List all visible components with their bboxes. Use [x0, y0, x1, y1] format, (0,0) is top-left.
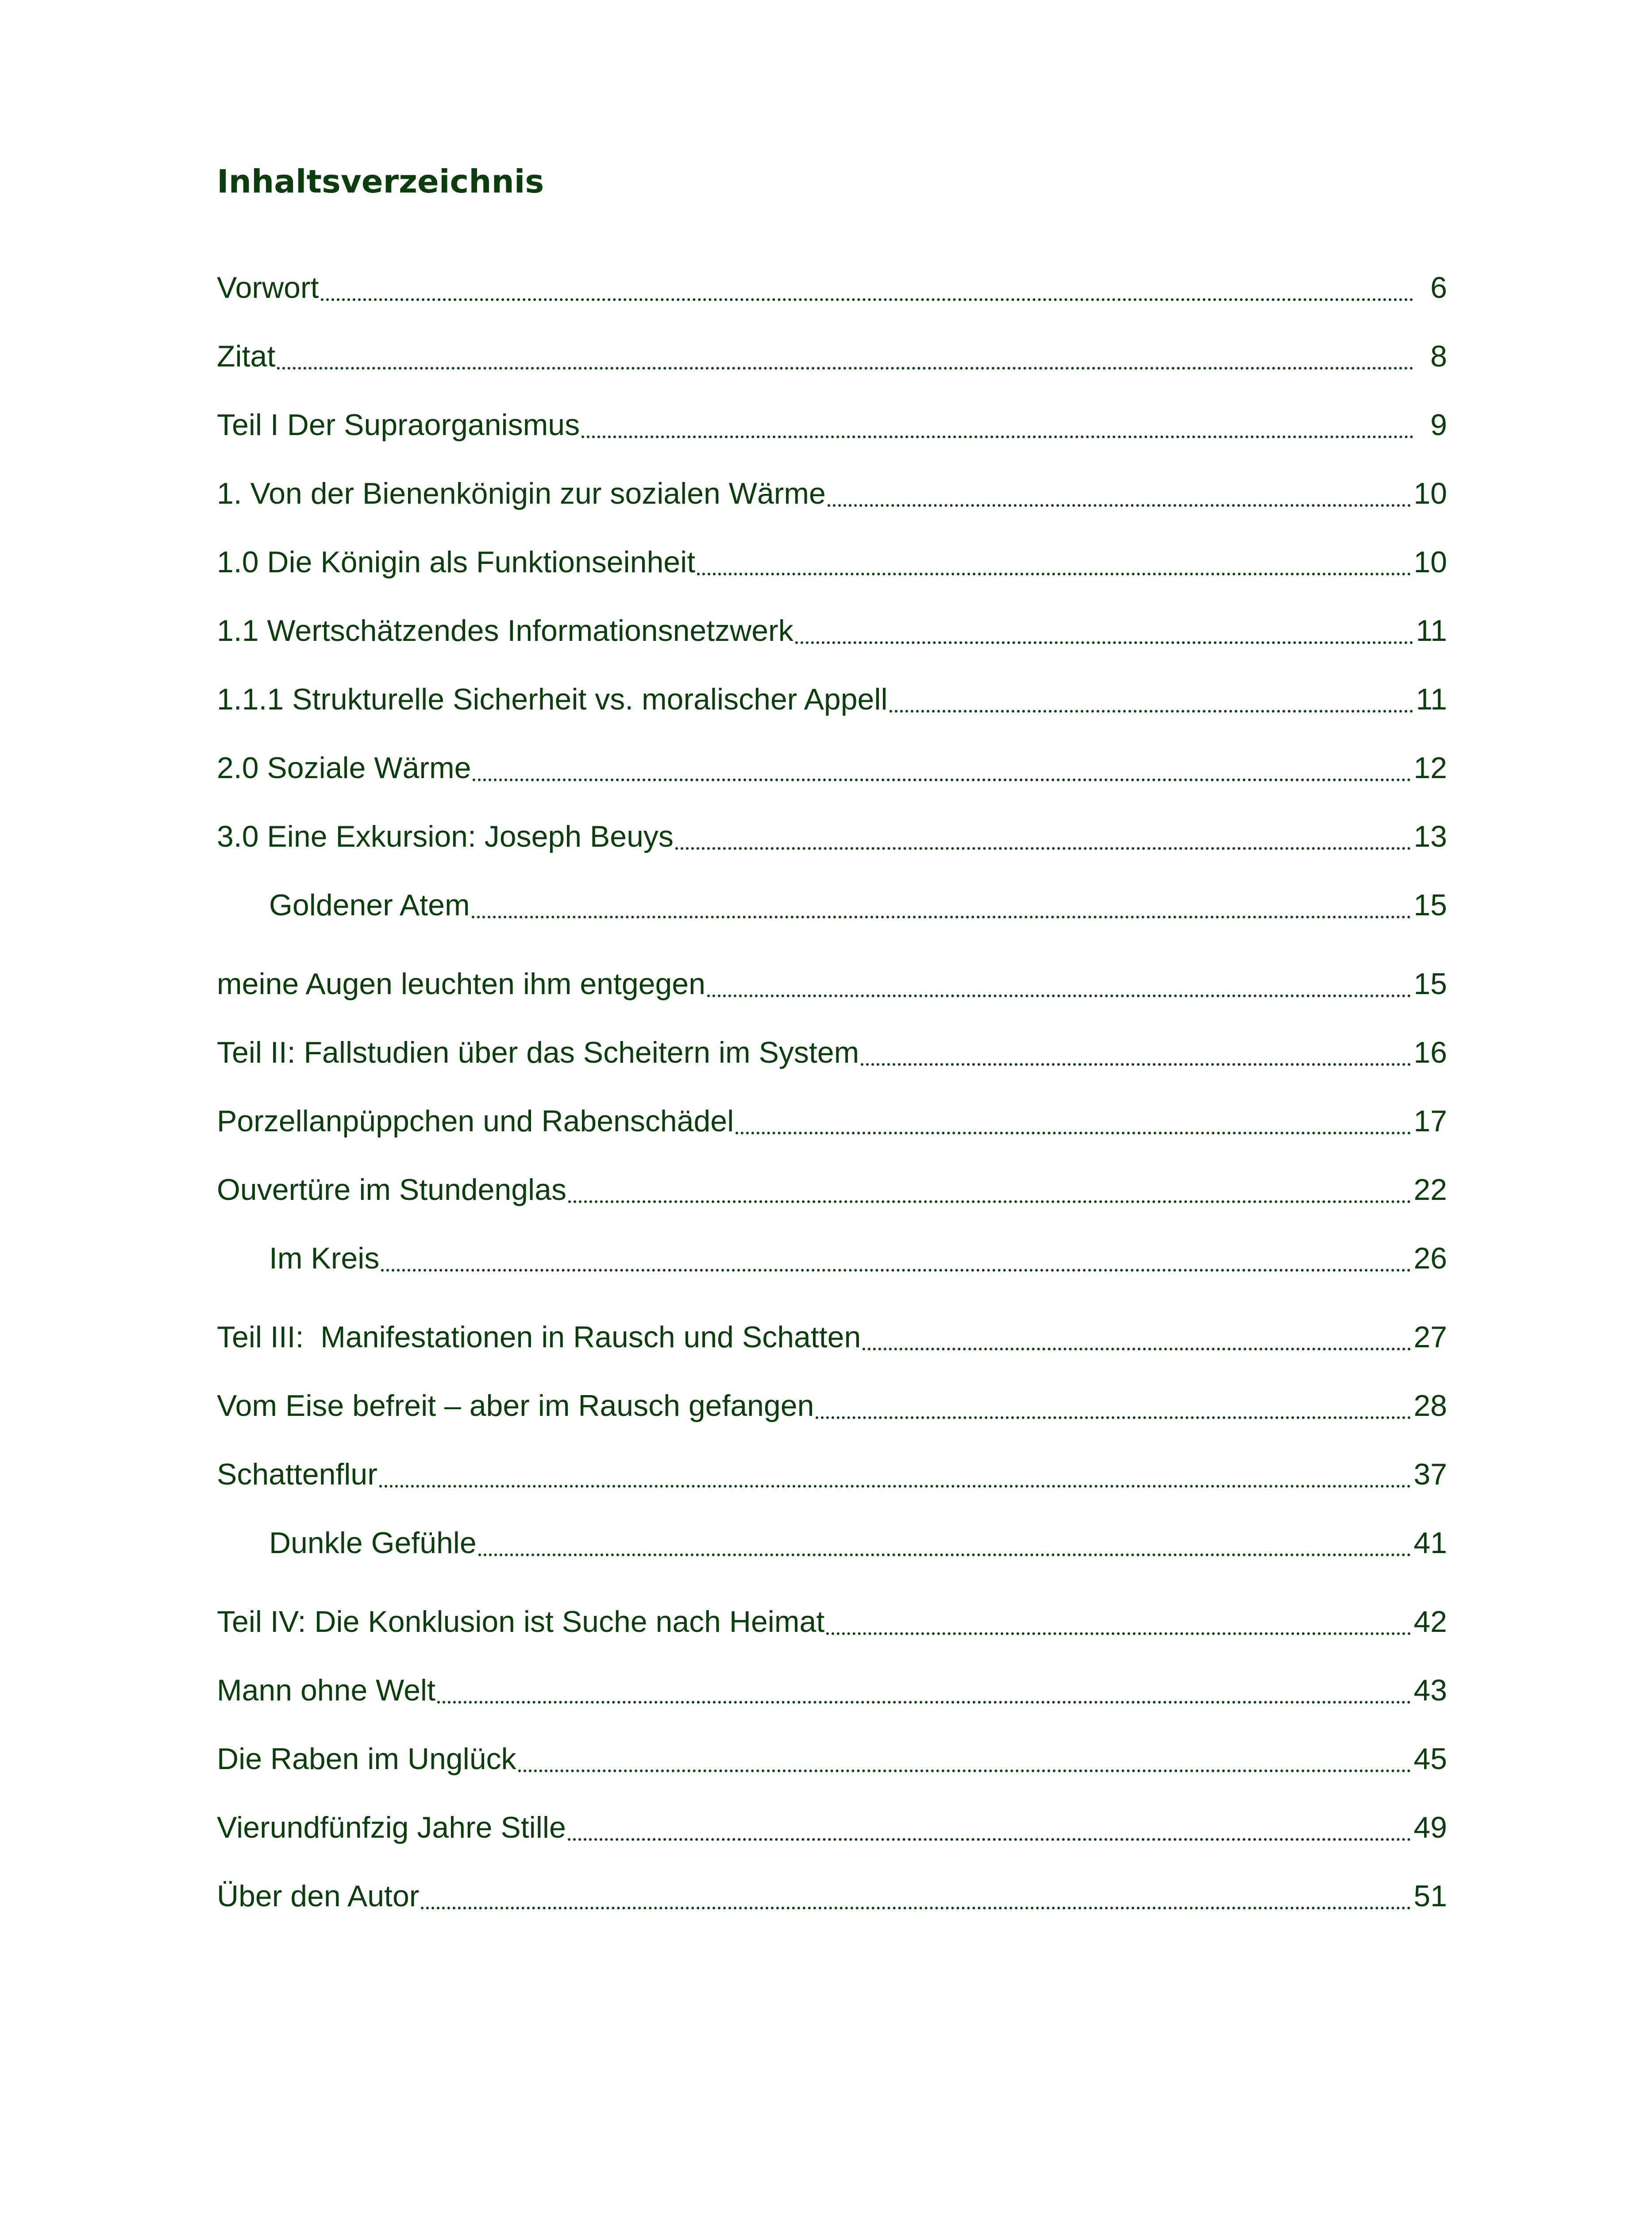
toc-entry-label: Im Kreis	[269, 1241, 380, 1275]
toc-entry-label: Dunkle Gefühle	[269, 1526, 477, 1560]
toc-entry-page: 26	[1413, 1241, 1447, 1275]
toc-entry-page: 13	[1413, 820, 1447, 853]
toc-entry-page: 9	[1430, 408, 1447, 442]
toc-entry-page: 6	[1430, 271, 1447, 305]
toc-entry[interactable]	[217, 266, 1447, 310]
toc-entry-page: 41	[1413, 1526, 1447, 1560]
toc-entry-label: Teil I Der Supraorganismus	[217, 408, 580, 442]
dot-leader	[675, 847, 1411, 850]
toc-entry-label: 3.0 Eine Exkursion: Joseph Beuys	[217, 820, 674, 853]
toc-entry-label: Goldener Atem	[269, 888, 470, 922]
toc-entry[interactable]	[217, 1452, 1447, 1496]
toc-entry-label: Porzellanpüppchen und Rabenschädel	[217, 1104, 734, 1138]
toc-entry-label: Ouvertüre im Stundenglas	[217, 1173, 566, 1207]
toc-entry-page: 42	[1413, 1605, 1447, 1639]
toc-entry-page: 51	[1413, 1879, 1447, 1913]
dot-leader	[736, 1132, 1411, 1134]
toc-entry[interactable]	[217, 1805, 1447, 1850]
toc-title: Inhaltsverzeichnis	[217, 163, 544, 200]
toc-entry-page: 28	[1413, 1389, 1447, 1423]
toc-entry-label: Mann ohne Welt	[217, 1673, 435, 1707]
toc-entry[interactable]	[217, 1737, 1447, 1781]
toc-entry-label: Teil II: Fallstudien über das Scheitern im System	[217, 1036, 859, 1069]
toc-entry[interactable]	[217, 1236, 1447, 1280]
toc-entry[interactable]	[217, 1668, 1447, 1712]
dot-leader	[321, 298, 1413, 301]
dot-leader	[707, 995, 1411, 997]
toc-entry-page: 8	[1430, 339, 1447, 373]
dot-leader	[828, 504, 1411, 507]
toc-entry-label: Teil III: Manifestationen in Rausch und Schatten	[217, 1320, 861, 1354]
toc-entry-page: 11	[1416, 614, 1447, 648]
toc-entry-label: Vorwort	[217, 271, 319, 305]
dot-leader	[437, 1701, 1411, 1704]
toc-entry[interactable]	[217, 1099, 1447, 1143]
dot-leader	[826, 1632, 1411, 1635]
toc-entry[interactable]	[217, 814, 1447, 859]
toc-entry-page: 10	[1413, 545, 1447, 579]
toc-entry[interactable]	[217, 334, 1447, 378]
toc-entry-label: Die Raben im Unglück	[217, 1742, 516, 1776]
toc-entry-label: Vierundfünfzig Jahre Stille	[217, 1811, 566, 1844]
toc-entry-label: 1. Von der Bienenkönigin zur sozialen Wärme	[217, 477, 826, 510]
toc-entry-label: Über den Autor	[217, 1879, 420, 1913]
dot-leader	[816, 1416, 1411, 1419]
toc-entry[interactable]	[217, 883, 1447, 927]
dot-leader	[697, 573, 1411, 575]
dot-leader	[890, 710, 1413, 713]
toc-entry[interactable]	[217, 609, 1447, 653]
toc-entry-label: Schattenflur	[217, 1457, 377, 1491]
toc-entry-page: 22	[1413, 1173, 1447, 1207]
toc-entry-page: 17	[1413, 1104, 1447, 1138]
toc-entry-page: 27	[1413, 1320, 1447, 1354]
toc-entry[interactable]	[217, 540, 1447, 584]
toc-entry-label: 2.0 Soziale Wärme	[217, 751, 471, 785]
dot-leader	[421, 1907, 1411, 1909]
toc-entry-label: 1.1 Wertschätzendes Informationsnetzwerk	[217, 614, 793, 648]
toc-entry[interactable]	[217, 471, 1447, 516]
toc-entry-page: 43	[1413, 1673, 1447, 1707]
toc-entry-page: 15	[1413, 967, 1447, 1001]
toc-entry-label: Teil IV: Die Konklusion ist Suche nach Heimat	[217, 1605, 825, 1639]
dot-leader	[277, 367, 1413, 370]
toc-entry-page: 11	[1416, 682, 1447, 716]
dot-leader	[518, 1770, 1411, 1772]
dot-leader	[863, 1348, 1411, 1350]
toc-entry[interactable]	[217, 1384, 1447, 1428]
toc-entry[interactable]	[217, 403, 1447, 447]
toc-entry[interactable]	[217, 1315, 1447, 1359]
dot-leader	[379, 1485, 1411, 1488]
toc-entry-label: Zitat	[217, 339, 276, 373]
dot-leader	[861, 1063, 1411, 1066]
toc-list	[217, 266, 1447, 1943]
toc-entry-label: 1.0 Die Königin als Funktionseinheit	[217, 545, 696, 579]
toc-entry[interactable]	[217, 1874, 1447, 1918]
dot-leader	[473, 779, 1411, 781]
toc-entry-page: 10	[1413, 477, 1447, 510]
toc-entry-page: 45	[1413, 1742, 1447, 1776]
toc-entry-page: 12	[1413, 751, 1447, 785]
toc-entry[interactable]	[217, 1600, 1447, 1644]
toc-entry-label: Vom Eise befreit – aber im Rausch gefangen	[217, 1389, 814, 1423]
toc-entry-label: 1.1.1 Strukturelle Sicherheit vs. moralischer Appell	[217, 682, 888, 716]
dot-leader	[795, 641, 1413, 644]
dot-leader	[472, 916, 1411, 918]
toc-entry-label: meine Augen leuchten ihm entgegen	[217, 967, 705, 1001]
dot-leader	[568, 1200, 1411, 1203]
toc-entry[interactable]	[217, 1030, 1447, 1075]
toc-entry-page: 15	[1413, 888, 1447, 922]
toc-entry[interactable]	[217, 746, 1447, 790]
dot-leader	[568, 1838, 1411, 1841]
toc-entry[interactable]	[217, 962, 1447, 1006]
toc-entry-page: 49	[1413, 1811, 1447, 1844]
toc-entry[interactable]	[217, 677, 1447, 721]
dot-leader	[478, 1554, 1411, 1556]
dot-leader	[381, 1269, 1411, 1272]
toc-entry[interactable]	[217, 1168, 1447, 1212]
toc-entry-page: 16	[1413, 1036, 1447, 1069]
toc-entry[interactable]	[217, 1521, 1447, 1565]
dot-leader	[581, 436, 1413, 438]
toc-entry-page: 37	[1413, 1457, 1447, 1491]
